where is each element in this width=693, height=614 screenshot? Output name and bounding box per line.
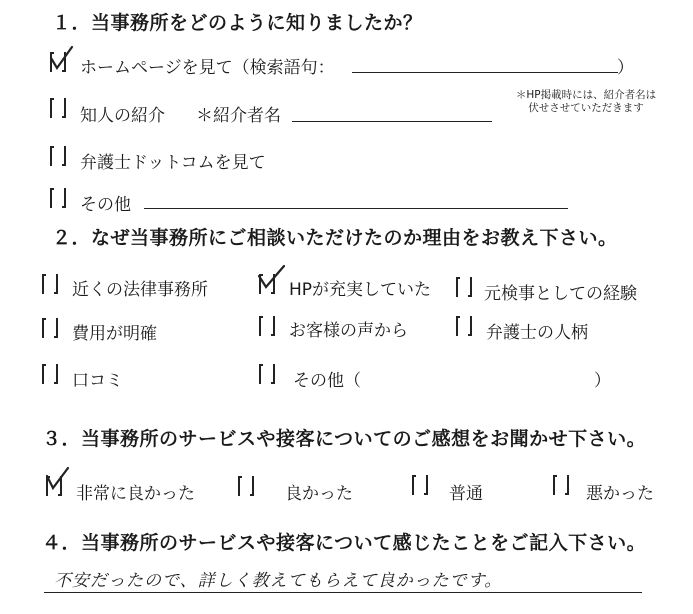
q3-normal-label: 普通 [449, 484, 483, 504]
checkmark-icon [46, 44, 76, 74]
q1-other-checkbox[interactable] [50, 188, 66, 208]
q2-near-checkbox[interactable] [42, 274, 58, 294]
q1-bengoshi-dotcom-checkbox[interactable] [50, 146, 66, 166]
q1-bengoshi-dotcom-label: 弁護士ドットコムを見て [80, 153, 266, 173]
q1-note: ＊HP掲載時には、紹介者名は 伏せさせていただきます [515, 89, 657, 114]
q2-word-of-mouth-checkbox[interactable] [42, 364, 58, 384]
q3-good-checkbox[interactable] [238, 476, 254, 496]
q2-other-close: ） [594, 371, 611, 391]
q3-good-label: 良かった [285, 484, 353, 504]
q3-very-good-label: 非常に良かった [76, 484, 195, 504]
q2-fee-label: 費用が明確 [72, 324, 157, 344]
q2-voices-label: お客様の声から [289, 321, 408, 341]
q2-word-of-mouth-label: 口コミ [72, 371, 123, 391]
q1-heading: １．当事務所をどのように知りましたか？ [52, 12, 423, 34]
q3-normal-checkbox[interactable] [412, 475, 428, 495]
q4-answer[interactable]: 不安だったので、詳しく教えてもらえて良かったです。 [54, 571, 503, 591]
q2-hp-label: HPが充実していた [289, 280, 432, 300]
q3-bad-checkbox[interactable] [553, 475, 569, 495]
q1-other-label: その他 [80, 195, 131, 215]
q3-heading: ３．当事務所のサービスや接客についてのご感想をお聞かせ下さい。 [42, 428, 647, 450]
q2-other-checkbox[interactable] [259, 364, 275, 384]
q2-voices-checkbox[interactable] [259, 316, 275, 336]
q2-near-label: 近くの法律事務所 [72, 280, 208, 300]
q1-search-term-line[interactable] [352, 72, 618, 73]
q1-other-line[interactable] [144, 208, 568, 209]
q1-homepage-label: ホームページを見て（検索語句： [80, 58, 335, 78]
q1-homepage-close: ） [617, 58, 634, 78]
q1-referrer-name-line[interactable] [292, 121, 492, 122]
checkmark-icon [254, 262, 288, 292]
q2-former-prosecutor-checkbox[interactable] [456, 277, 472, 297]
q2-character-checkbox[interactable] [456, 316, 472, 336]
q3-bad-label: 悪かった [586, 484, 654, 504]
q4-answer-line [44, 592, 642, 593]
q2-fee-checkbox[interactable] [42, 318, 58, 338]
q4-heading: ４．当事務所のサービスや接客について感じたことをご記入下さい。 [42, 532, 647, 554]
q2-character-label: 弁護士の人柄 [486, 323, 588, 343]
q2-other-label: その他（ [293, 371, 361, 391]
q1-referrer-name-label: ＊紹介者名 [196, 106, 281, 126]
checkmark-icon [42, 464, 72, 494]
q1-referral-checkbox[interactable] [50, 98, 66, 118]
q2-heading: ２．なぜ当事務所にご相談いただけたのか理由をお教え下さい。 [52, 227, 618, 249]
q1-referral-label: 知人の紹介 [80, 106, 165, 126]
q2-former-prosecutor-label: 元検事としての経験 [484, 284, 637, 304]
